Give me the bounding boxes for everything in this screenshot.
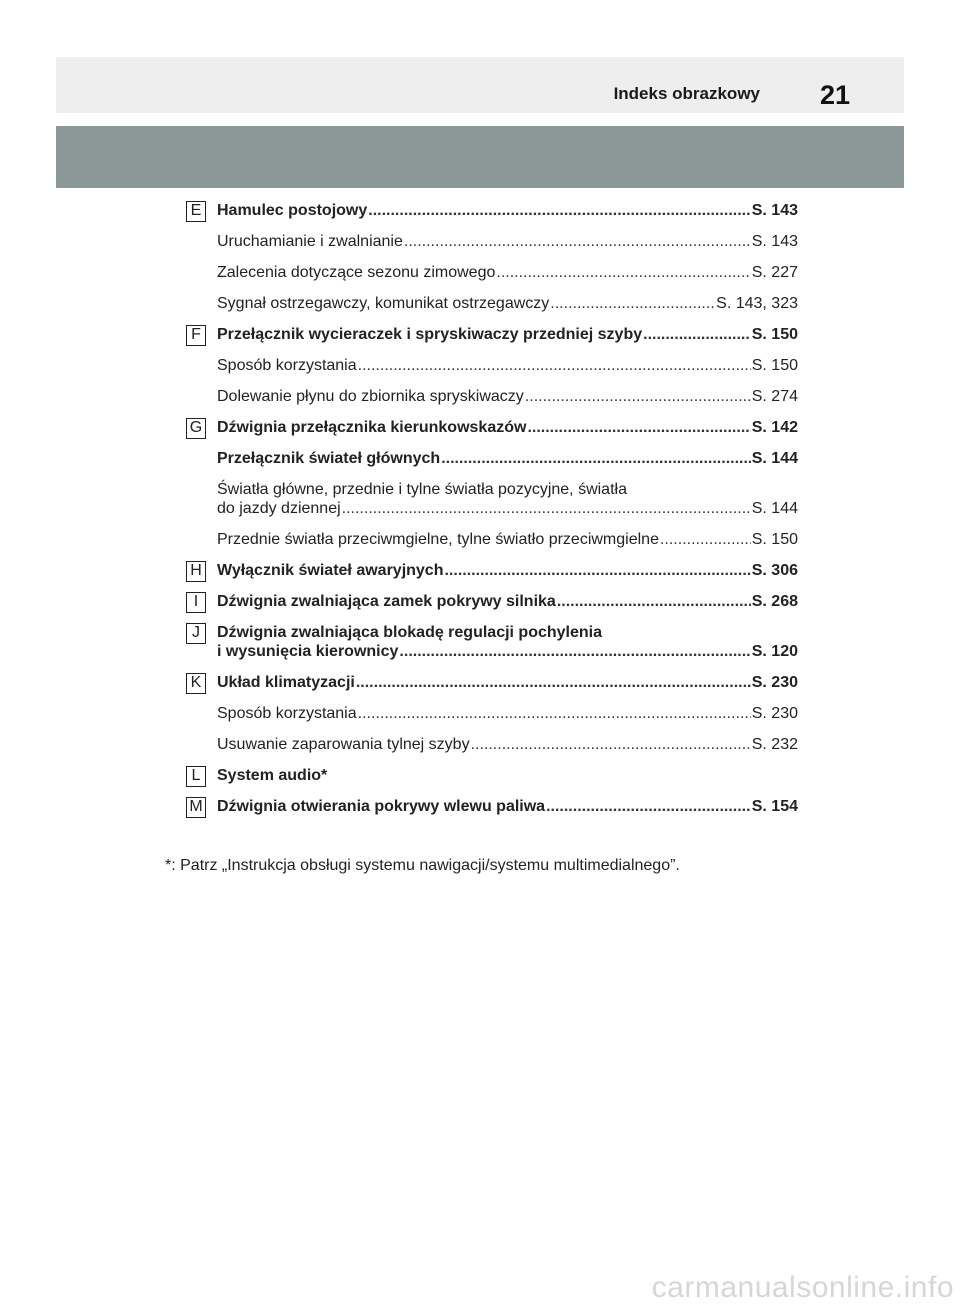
entry-line xyxy=(186,530,798,549)
entry-line xyxy=(186,449,798,468)
index-subentry xyxy=(186,387,798,406)
entry-label: Dolewanie płynu do zbiornika spryskiwaczy xyxy=(217,388,524,405)
page-reference: S. 268 xyxy=(751,593,798,610)
index-letter-box: H xyxy=(186,561,206,582)
page-reference: S. 142 xyxy=(751,419,798,436)
index-letter-box: M xyxy=(186,797,206,818)
entry-line xyxy=(186,561,798,580)
page-reference: S. 230 xyxy=(751,705,798,722)
entry-label: Uruchamianie i zwalnianie xyxy=(217,233,403,250)
entry-first-line: Światła główne, przednie i tylne światła pozycyjne, światła xyxy=(217,481,627,498)
section-banner xyxy=(56,126,904,188)
entry-line xyxy=(186,294,798,313)
dot-leader xyxy=(525,387,751,406)
index-entry-j xyxy=(186,623,798,661)
entry-line xyxy=(186,704,798,723)
index-subentry xyxy=(186,704,798,723)
dot-leader xyxy=(527,418,750,437)
dot-leader xyxy=(660,530,751,549)
section-title: Indeks obrazkowy xyxy=(613,84,760,103)
dot-leader xyxy=(342,499,751,518)
dot-leader xyxy=(557,592,751,611)
index-entry-h xyxy=(186,561,798,580)
dot-leader xyxy=(358,356,751,375)
index-letter-box: I xyxy=(186,592,206,613)
entry-line xyxy=(186,766,798,785)
entry-label: Zalecenia dotyczące sezonu zimowego xyxy=(217,264,496,281)
index-letter-box: F xyxy=(186,325,206,346)
page-reference: S. 144 xyxy=(751,500,798,517)
page-reference: S. 150 xyxy=(751,326,798,343)
entry-line xyxy=(186,673,798,692)
page-reference: S. 230 xyxy=(751,674,798,691)
index-list xyxy=(186,201,798,828)
entry-line xyxy=(186,642,798,661)
page-reference: S. 150 xyxy=(751,531,798,548)
entry-label: Przełącznik wycieraczek i spryskiwaczy przedniej szyby xyxy=(217,326,643,343)
index-entry-i xyxy=(186,592,798,611)
entry-label: Wyłącznik świateł awaryjnych xyxy=(217,562,444,579)
dot-leader xyxy=(550,294,715,313)
entry-first-line: Dźwignia zwalniająca blokadę regulacji pochylenia xyxy=(217,624,603,641)
entry-label: Sygnał ostrzegawczy, komunikat ostrzegawczy xyxy=(217,295,550,312)
dot-leader xyxy=(471,735,751,754)
index-entry-m xyxy=(186,797,798,816)
index-subentry xyxy=(186,356,798,375)
index-subentry xyxy=(186,294,798,313)
entry-label: Dźwignia zwalniająca zamek pokrywy silnika xyxy=(217,593,556,610)
page-reference: S. 143 xyxy=(751,202,798,219)
page-reference: S. 143 xyxy=(751,233,798,250)
page-reference: S. 120 xyxy=(751,643,798,660)
entry-label: Przednie światła przeciwmgielne, tylne światło przeciwmgielne xyxy=(217,531,659,548)
entry-line xyxy=(186,387,798,406)
entry-label: Usuwanie zaparowania tylnej szyby xyxy=(217,736,470,753)
page-reference: S. 150 xyxy=(751,357,798,374)
entry-label: Hamulec postojowy xyxy=(217,202,368,219)
page-reference: S. 154 xyxy=(751,798,798,815)
entry-label: Sposób korzystania xyxy=(217,705,357,722)
entry-line xyxy=(186,356,798,375)
page-reference: S. 143, 323 xyxy=(716,295,798,312)
dot-leader xyxy=(404,232,751,251)
entry-label: System audio* xyxy=(217,767,328,784)
page-number: 21 xyxy=(819,80,850,110)
index-letter-box: K xyxy=(186,673,206,694)
entry-label: Dźwignia przełącznika kierunkowskazów xyxy=(217,419,527,436)
page-header xyxy=(56,57,904,113)
entry-label: Przełącznik świateł głównych xyxy=(217,450,441,467)
index-entry-f xyxy=(186,325,798,344)
entry-line xyxy=(186,325,798,344)
dot-leader xyxy=(643,325,751,344)
watermark: carmanualsonline.info xyxy=(651,1271,954,1304)
page-reference: S. 306 xyxy=(751,562,798,579)
entry-label: Dźwignia otwierania pokrywy wlewu paliwa xyxy=(217,798,546,815)
entry-line xyxy=(186,592,798,611)
page-reference: S. 144 xyxy=(751,450,798,467)
dot-leader xyxy=(399,642,750,661)
entry-line xyxy=(186,499,798,518)
entry-label: Układ klimatyzacji xyxy=(217,674,355,691)
entry-line xyxy=(186,418,798,437)
index-entry-l xyxy=(186,766,798,785)
index-letter-box: L xyxy=(186,766,206,787)
entry-line xyxy=(186,232,798,251)
entry-line xyxy=(186,797,798,816)
dot-leader xyxy=(441,449,751,468)
index-entry-e xyxy=(186,201,798,220)
page-reference: S. 274 xyxy=(751,388,798,405)
index-letter-box: E xyxy=(186,201,206,222)
dot-leader xyxy=(546,797,751,816)
index-letter-box: J xyxy=(186,623,206,644)
index-subentry xyxy=(186,449,798,468)
dot-leader xyxy=(368,201,750,220)
index-subentry xyxy=(186,263,798,282)
entry-label: do jazdy dziennej xyxy=(217,500,341,517)
index-entry-g xyxy=(186,418,798,437)
entry-line xyxy=(186,263,798,282)
index-subentry xyxy=(186,232,798,251)
index-subentry xyxy=(186,530,798,549)
dot-leader xyxy=(444,561,750,580)
index-letter-box: G xyxy=(186,418,206,439)
footnote: *: Patrz „Instrukcja obsługi systemu nawigacji/systemu multimedialnego”. xyxy=(165,857,680,874)
index-entry-k xyxy=(186,673,798,692)
dot-leader xyxy=(358,704,751,723)
entry-label: i wysunięcia kierownicy xyxy=(217,643,399,660)
page-reference: S. 227 xyxy=(751,264,798,281)
entry-label: Sposób korzystania xyxy=(217,357,357,374)
dot-leader xyxy=(496,263,750,282)
dot-leader xyxy=(356,673,751,692)
entry-line xyxy=(186,735,798,754)
page-reference: S. 232 xyxy=(751,736,798,753)
entry-line xyxy=(186,201,798,220)
index-subentry xyxy=(186,735,798,754)
index-subentry xyxy=(186,480,798,518)
